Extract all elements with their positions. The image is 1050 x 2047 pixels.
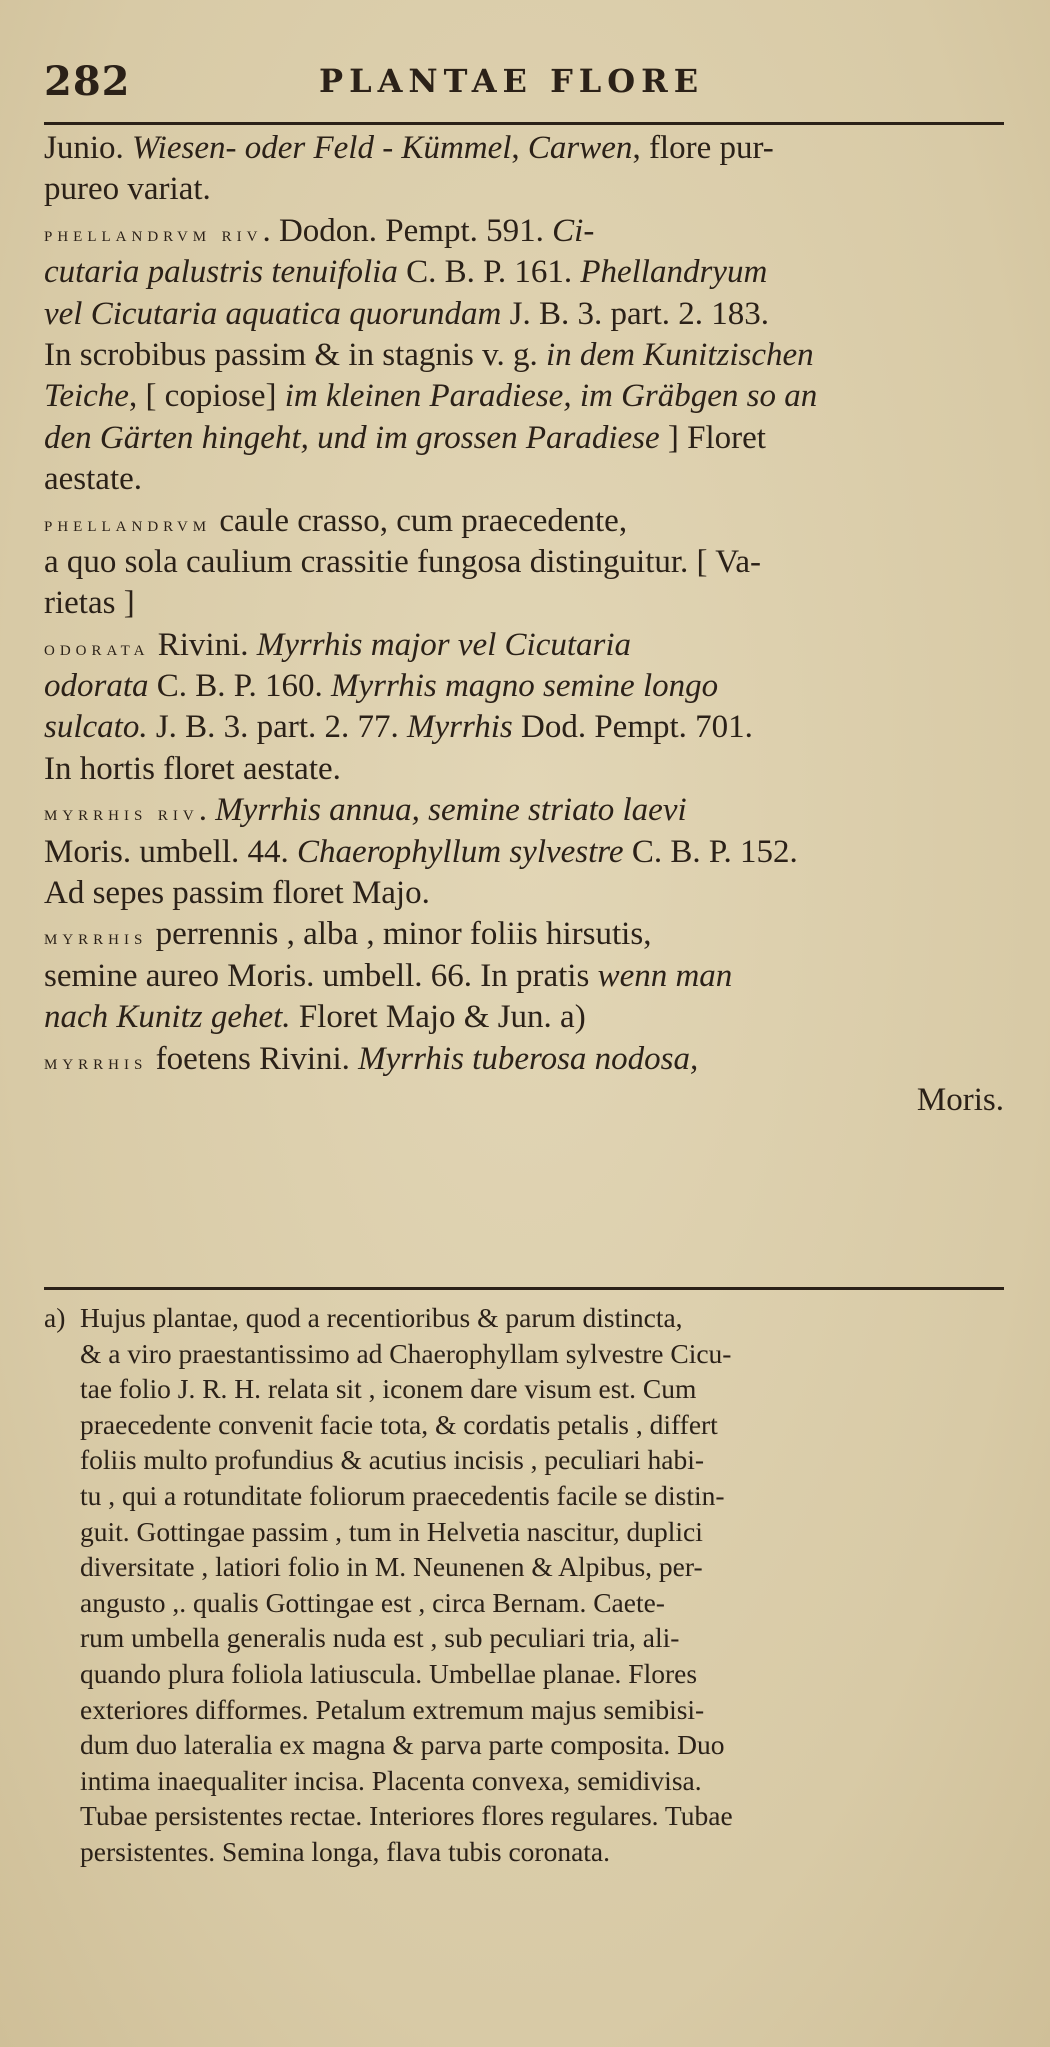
main-text [44, 128, 1004, 1121]
footnote-line [44, 1692, 1004, 1728]
italic-run: Myrrhis tuberosa nodosa, [358, 1040, 699, 1077]
small-caps-run: myrrhis [44, 924, 148, 950]
footnote [44, 1300, 1004, 1870]
text-run: Dod. Pempt. 701. [521, 709, 753, 746]
footnote-text: foliis multo profundius & acutius incisis , peculiari habi- [80, 1444, 705, 1476]
text-run: pureo variat. [44, 171, 211, 208]
footnote-line [44, 1798, 1004, 1834]
italic-run: sulcato. [44, 709, 156, 746]
text-line [44, 169, 1004, 210]
text-line [44, 211, 1004, 252]
text-run: , [511, 130, 528, 166]
text-run: Rivini. [149, 626, 257, 663]
footnote-text: praecedente convenit facie tota, & cordatis petalis , differt [80, 1408, 718, 1440]
italic-run: cutaria palustris tenuifolia [44, 254, 407, 291]
page-header [44, 58, 1004, 108]
footnote-text: angusto ,. qualis Gottingae est , circa Bernam. Caete- [80, 1586, 665, 1618]
italic-run: Myrrhis magno semine longo [330, 668, 719, 705]
italic-run: Phellandryum [580, 254, 768, 291]
italic-run: Wiesen- oder Feld - Kümmel [132, 130, 512, 166]
text-run: a quo sola caulium crassitie fungosa distinguitur. [ Va- [44, 543, 762, 580]
text-line [44, 625, 1004, 666]
text-line [44, 583, 1004, 624]
italic-run: vel Cicutaria aquatica quorundam [44, 295, 510, 332]
footnote-text: dum duo lateralia ex magna & parva parte composita. Duo [80, 1729, 725, 1761]
page-number: 282 [44, 58, 131, 105]
italic-run: in dem Kunitzischen [546, 336, 814, 373]
small-caps-run: myrrhis [44, 1048, 148, 1074]
running-head: PLANTAE FLORE [319, 62, 705, 100]
italic-run: im kleinen Paradiese, im Gräbgen so an [284, 378, 818, 415]
footnote-line [44, 1549, 1004, 1585]
footnote-line [44, 1656, 1004, 1692]
text-run: J. B. 3. part. 2. 183. [509, 295, 770, 332]
italic-run: nach Kunitz gehet. [44, 999, 291, 1036]
text-line [44, 707, 1004, 748]
small-caps-run: phellandrvm riv [44, 220, 263, 246]
text-run: Junio. [44, 130, 133, 166]
text-run: aestate. [44, 461, 143, 498]
text-run: C. B. P. 160. [156, 668, 331, 705]
text-line [44, 376, 1004, 417]
text-line [44, 749, 1004, 790]
text-line [44, 790, 1004, 831]
italic-run: Ci- [552, 212, 595, 249]
text-run: semine aureo Moris. umbell. 66. In pratis [44, 957, 598, 994]
text-line [44, 956, 1004, 997]
footnote-line [44, 1478, 1004, 1514]
footnote-line [44, 1514, 1004, 1550]
footnote-text: tae folio J. R. H. relata sit , iconem dare visum est. Cum [80, 1373, 697, 1405]
italic-run: Chaerophyllum sylvestre [297, 833, 632, 870]
text-run: In hortis floret aestate. [44, 750, 341, 787]
text-line [44, 418, 1004, 459]
text-line [44, 666, 1004, 707]
footnote-text: intima inaequaliter incisa. Placenta convexa, semidivisa. [80, 1764, 702, 1796]
footnote-text: tu , qui a rotunditate foliorum praecedentis facile se distin- [80, 1479, 725, 1511]
footnote-line [44, 1300, 1004, 1336]
italic-run: Myrrhis annua, semine striato laevi [215, 792, 687, 829]
small-caps-run: odorata [44, 634, 150, 660]
footnote-text: diversitate , latiori folio in M. Neunenen & Alpibus, per- [80, 1551, 703, 1583]
text-run: J. B. 3. part. 2. 77. [155, 709, 407, 746]
text-line [44, 914, 1004, 955]
text-line [44, 1039, 1004, 1080]
text-line [44, 542, 1004, 583]
footnote-text: persistentes. Semina longa, flava tubis coronata. [80, 1835, 610, 1867]
footnote-text: rum umbella generalis nuda est , sub peculiari tria, ali- [80, 1622, 680, 1654]
footnote-marker: a) [44, 1302, 66, 1333]
italic-run: odorata [44, 668, 157, 705]
text-line-last: Moris. [916, 1081, 1004, 1118]
italic-run: wenn man [597, 957, 733, 994]
text-run: In scrobibus passim & in stagnis v. g. [44, 336, 547, 373]
text-run: Moris. umbell. 44. [44, 833, 297, 870]
footnote-line [44, 1585, 1004, 1621]
text-line [44, 459, 1004, 500]
text-line [44, 252, 1004, 293]
small-caps-run: phellandrvm [44, 510, 212, 536]
footnote-line [44, 1620, 1004, 1656]
italic-run: Myrrhis [407, 709, 521, 746]
text-line [44, 873, 1004, 914]
footnote-text: exteriores difformes. Petalum extremum majus semibisi- [80, 1693, 705, 1725]
text-line [44, 294, 1004, 335]
text-line [44, 128, 1004, 169]
italic-run: Carwen [527, 130, 633, 166]
footnote-line [44, 1336, 1004, 1372]
header-rule [44, 122, 1004, 125]
footnote-text: & a viro praestantissimo ad Chaerophyllam sylvestre Cicu- [80, 1337, 732, 1369]
text-run: Floret Majo & Jun. a) [290, 999, 586, 1036]
footnote-line [44, 1727, 1004, 1763]
text-run: C. B. P. 152. [631, 833, 798, 870]
footnote-text: quando plura foliola latiuscula. Umbellae planae. Flores [80, 1657, 698, 1689]
text-line [44, 997, 1004, 1038]
text-line [44, 832, 1004, 873]
text-line [44, 335, 1004, 376]
text-run: . Dodon. Pempt. 591. [262, 212, 553, 249]
text-run: . [198, 792, 216, 829]
footnote-line [44, 1442, 1004, 1478]
footnote-rule [44, 1287, 1004, 1290]
text-run: Ad sepes passim floret Majo. [44, 875, 430, 912]
text-run: , flore pur- [632, 130, 774, 166]
text-run: perrennis , alba , minor foliis hirsutis, [147, 916, 652, 953]
footnote-text: Tubae persistentes rectae. Interiores flores regulares. Tubae [80, 1800, 733, 1832]
text-run: caule crasso, cum praecedente, [211, 502, 628, 539]
text-line [44, 501, 1004, 542]
italic-run: Myrrhis major vel Cicutaria [256, 626, 632, 663]
italic-run: Teiche [44, 378, 129, 415]
text-run: ] Floret [659, 419, 766, 456]
footnote-text: Hujus plantae, quod a recentioribus & parum distincta, [80, 1302, 683, 1333]
text-run: C. B. P. 161. [406, 254, 581, 291]
italic-run: den Gärten hingeht, und im grossen Paradiese [44, 419, 660, 456]
text-run: , [ copiose] [128, 378, 285, 415]
text-run: foetens Rivini. [147, 1040, 359, 1077]
footnote-line [44, 1834, 1004, 1870]
footnote-line [44, 1371, 1004, 1407]
footnote-line [44, 1763, 1004, 1799]
footnote-text: guit. Gottingae passim , tum in Helvetia nascitur, duplici [80, 1515, 703, 1547]
text-run: rietas ] [44, 585, 135, 622]
footnote-line [44, 1407, 1004, 1443]
small-caps-run: myrrhis riv [44, 800, 199, 826]
